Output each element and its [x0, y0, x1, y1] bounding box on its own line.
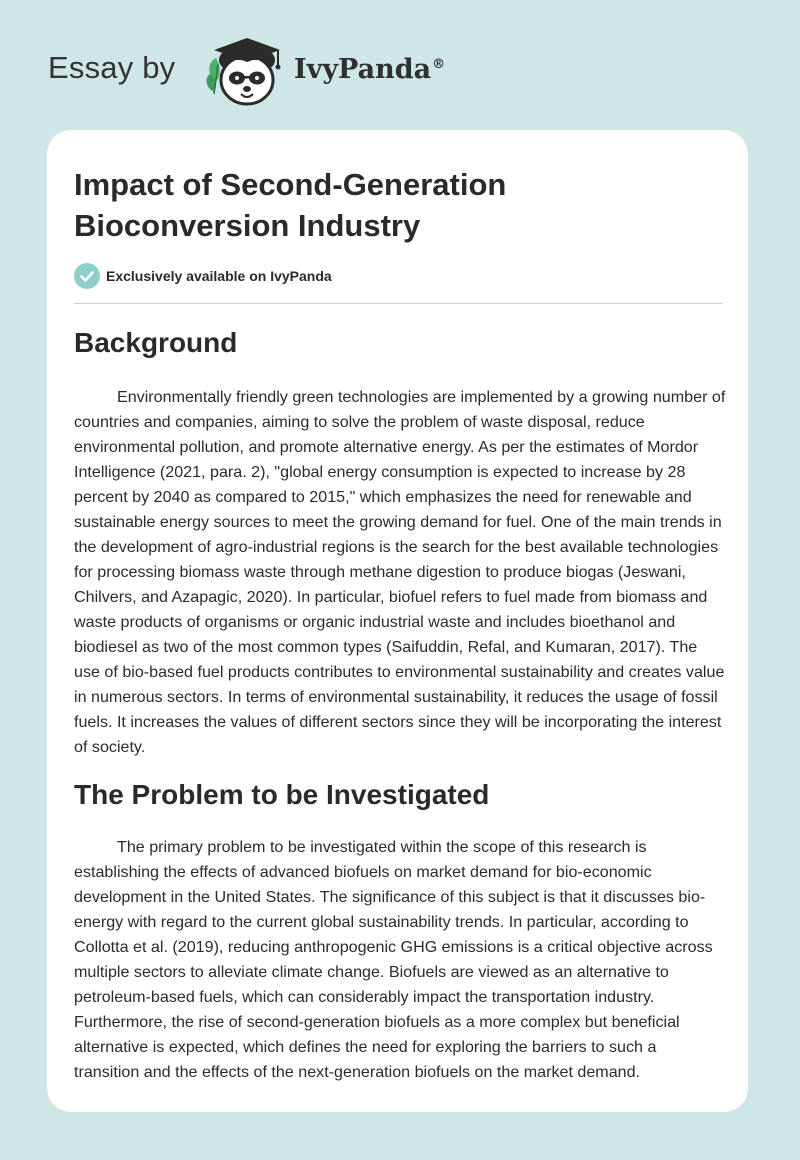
section-heading-background: Background [74, 327, 238, 358]
brand-prefix: Essay by [48, 50, 176, 85]
check-circle-icon [74, 263, 100, 289]
essay-title: Impact of Second-Generation Bioconversion Industry [74, 167, 507, 243]
brand-name-text: IvyPanda [294, 54, 432, 85]
brand-name [294, 54, 445, 85]
section-body-problem: The primary problem to be investigated within the scope of this research is establishing the effects of advanced biofuels on market demand for bio-economic development in the United States. The significance of this subject is that it discusses bio-energy with regard to the current global sustainability trends. In particular, according to Collotta et al. (2019), reducing anthropogenic GHG emissions is a critical objective across multiple sectors to alleviate climate change. Biofuels are viewed as an alternative to petroleum-based fuels, which can considerably impact the transportation industry. Furthermore, the rise of second-generation biofuels as a more complex but beneficial alternative is expected, which defines the need for exploring the barriers to such a transition and the effects of the next-generation biofuels on the market demand. [74, 838, 713, 1081]
title-divider [74, 303, 722, 304]
brand-header [48, 32, 548, 112]
registered-mark: ® [432, 57, 446, 72]
exclusive-badge [74, 263, 332, 289]
exclusive-badge-label: Exclusively available on IvyPanda [106, 268, 332, 284]
section-body-background: Environmentally friendly green technologies are implemented by a growing number of countries and companies, aiming to solve the problem of waste disposal, reduce environmental pollution, and promote alternative energy. As per the estimates of Mordor Intelligence (2021, para. 2), "global energy consumption is expected to increase by 28 percent by 2040 as compared to 2015," which emphasizes the need for renewable and sustainable energy sources to meet the growing demand for fuel. One of the main trends in the development of agro-industrial regions is the search for the best available technologies for processing biomass waste through methane digestion to produce biogas (Jeswani, Chilvers, and Azapagic, 2020). In particular, biofuel refers to fuel made from biomass and waste products of organisms or organic industrial waste and includes bioethanol and biodiesel as two of the most common types (Saifuddin, Refal, and Kumaran, 2017). The use of bio-based fuel products contributes to environmental sustainability and creates value in numerous sectors. In terms of environmental sustainability, it reduces the usage of fossil fuels. It increases the values of different sectors since they will be incorporating the interest of society. [74, 388, 726, 756]
panda-logo-icon[interactable] [202, 34, 290, 110]
essay-card [47, 130, 748, 1112]
section-heading-problem: The Problem to be Investigated [74, 779, 490, 810]
